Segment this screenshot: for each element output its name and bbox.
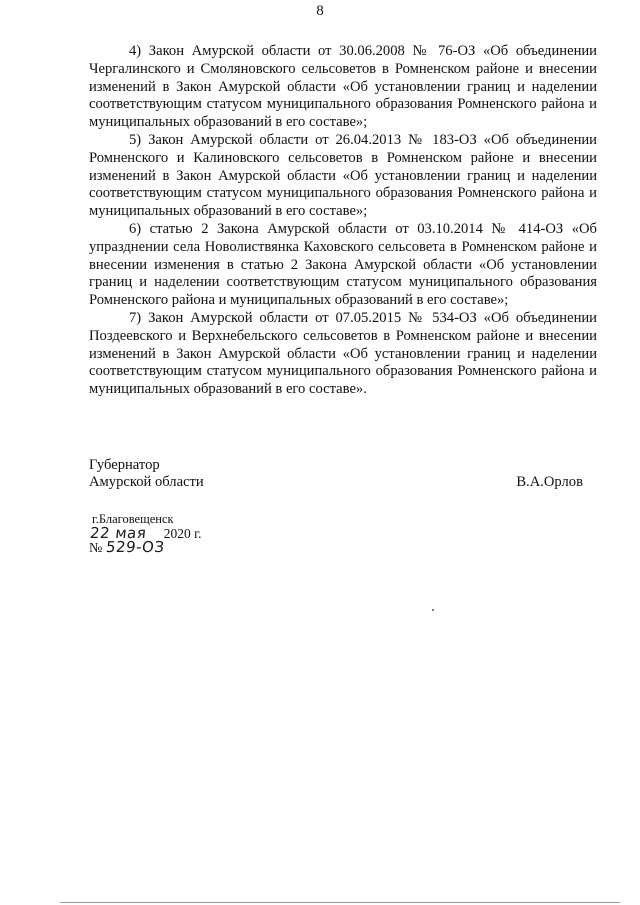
signatory-name: В.А.Орлов (516, 474, 583, 490)
signatory-title-line2: Амурской области (89, 474, 204, 490)
scan-speck (432, 609, 434, 611)
signatory-title (89, 457, 204, 491)
signatory-title-line1: Губернатор (89, 457, 160, 473)
document-body (89, 43, 597, 399)
handwritten-date: 22 мая (89, 524, 148, 542)
paragraph-item-5: 5) Закон Амурской области от 26.04.2013 № 183-ОЗ «Об объединении Ромненского и Калиновского сельсоветов в Ромненском районе и внесении изменений в Закон Амурской области «Об установлении границ и наделении соответствующим статусом муниципального образования Ромненского района и муниципальных образований в его составе»; (89, 131, 597, 220)
paragraph-item-7: 7) Закон Амурской области от 07.05.2015 № 534-ОЗ «Об объединении Поздеевского и Верхнебельского сельсоветов в Ромненском районе и внесении изменений в Закон Амурской области «Об установлении границ и наделении соответствующим статусом муниципального образования Ромненского района и муниципальных образований в его составе». (89, 309, 597, 398)
scan-edge-line (60, 902, 620, 903)
handwritten-law-number: 529-ОЗ (104, 538, 166, 556)
paragraph-item-6: 6) статью 2 Закона Амурской области от 03.10.2014 № 414-ОЗ «Об упразднении села Новолиствянка Каховского сельсовета в Ромненском районе и внесении изменения в статью 2 Закона Амурской области «Об установлении границ и наделении соответствующим статусом муниципального образования Ромненского района и муниципальных образований в его составе»; (89, 220, 597, 309)
page-number: 8 (316, 3, 324, 19)
law-number-prefix: № (89, 541, 103, 556)
paragraph-item-4: 4) Закон Амурской области от 30.06.2008 № 76-ОЗ «Об объединении Чергалинского и Смоляновского сельсоветов в Ромненском районе и внесении изменений в Закон Амурской области «Об установлении границ и наделении соответствующим статусом муниципального образования Ромненского района и муниципальных образований в его составе»; (89, 43, 597, 131)
signing-place: г.Благовещенск (92, 512, 174, 526)
law-number (89, 538, 164, 557)
signing-year: 2020 г. (163, 526, 202, 541)
